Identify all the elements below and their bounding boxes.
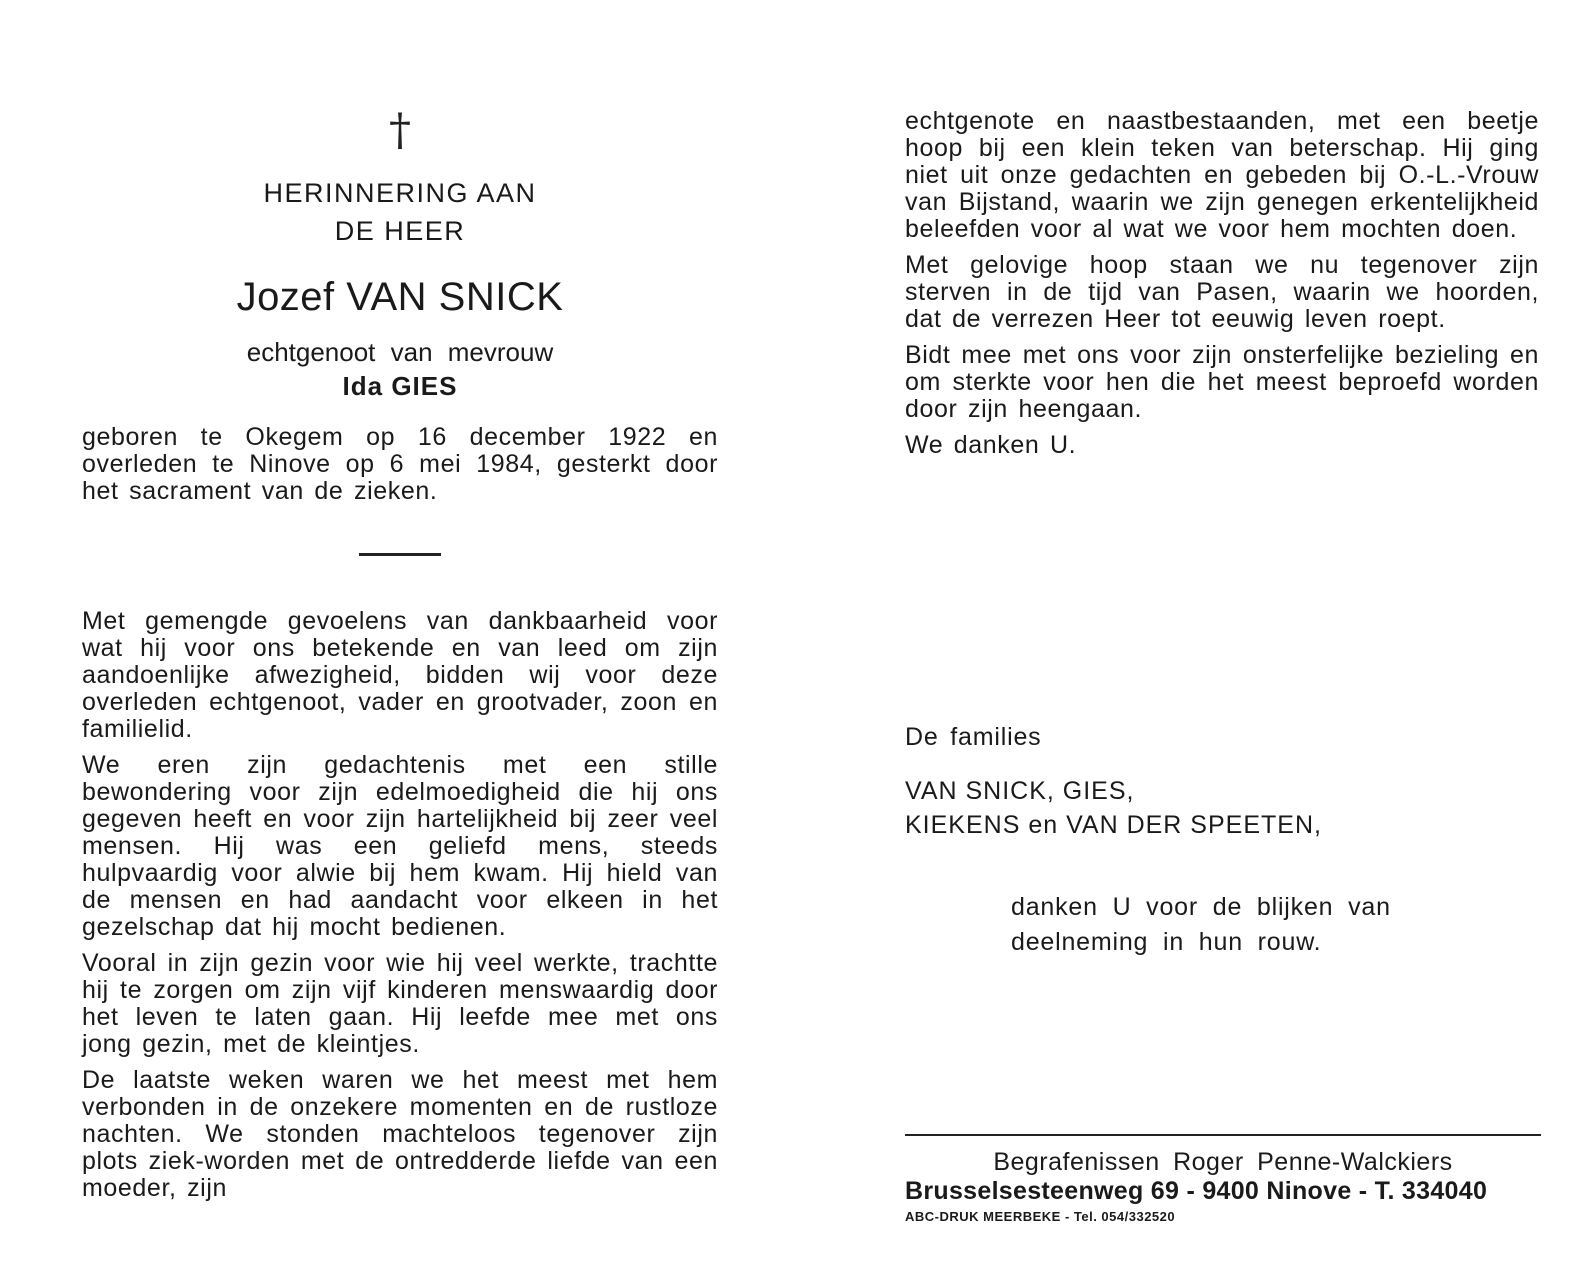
separator-line — [359, 553, 441, 556]
undertaker-address: Brusselsesteenweg 69 - 9400 Ninove - T. 334040 — [905, 1177, 1488, 1205]
birth-death-text: geboren te Okegem op 16 december 1922 en overleden te Ninove op 6 mei 1984, gesterkt door het sacrament van de zieken. — [82, 423, 718, 505]
footer — [905, 1148, 1541, 1226]
families-names — [905, 774, 1539, 842]
thanks-line: deelneming in hun rouw. — [1011, 928, 1322, 956]
families-line: KIEKENS en VAN DER SPEETEN, — [905, 811, 1322, 839]
spouse-intro: echtgenoot van mevrouw — [246, 337, 554, 367]
undertaker-name: Begrafenissen Roger Penne-Walckiers — [993, 1148, 1453, 1176]
footer-rule — [905, 1134, 1541, 1136]
family-thanks — [905, 722, 1539, 960]
heading-line1: HERINNERING AAN — [263, 178, 537, 208]
right-paragraph: Bidt mee met ons voor zijn onsterfelijke bezieling en om sterkte voor hen die het meest beproefd worden door zijn heengaan. — [905, 341, 1539, 423]
heading-line2: DE HEER — [334, 216, 466, 246]
thanks-text — [1011, 890, 1491, 960]
deceased-name: Jozef VAN SNICK — [236, 275, 564, 319]
left-paragraph: Met gemengde gevoelens van dankbaarheid voor wat hij voor ons betekende en van leed om zijn aandoenlijke afwezigheid, bidden wij voor deze overleden echtgenoot, vader en grootvader, zoon en familielid. — [82, 607, 718, 743]
right-paragraph: Met gelovige hoop staan we nu tegenover zijn sterven in de tijd van Pasen, waarin we hoorden, dat de verrezen Heer tot eeuwig leven roept. — [905, 251, 1539, 333]
left-paragraph: Vooral in zijn gezin voor wie hij veel werkte, trachtte hij te zorgen om zijn vijf kinderen menswaardig door het leven te laten gaan. Hij leefde mee met ons jong gezin, met de kleintjes. — [82, 949, 718, 1058]
thanks-line: danken U voor de blijken van — [1011, 893, 1391, 921]
printer-credit: ABC-DRUK MEERBEKE - Tel. 054/332520 — [905, 1209, 1176, 1224]
families-line: VAN SNICK, GIES, — [905, 777, 1135, 805]
left-paragraph: De laatste weken waren we het meest met hem verbonden in de onzekere momenten en de rustloze nachten. We stonden machteloos tegenover zijn plots ziek-worden met de ontredderde liefde van een moeder, zijn — [82, 1066, 718, 1202]
right-column — [905, 108, 1539, 459]
spouse-name: Ida GIES — [342, 371, 458, 401]
left-paragraph: We eren zijn gedachtenis met een stille bewondering voor zijn edelmoedigheid die hij ons gegeven heeft en voor zijn hartelijkheid bij zeer veel mensen. Hij was een geliefd mens, steeds hulpvaardig voor alwie bij hem kwam. Hij hield van de mensen en had aandacht voor elkeen in het gezelschap dat hij mocht bedienen. — [82, 751, 718, 941]
right-paragraph: echtgenote en naastbestaanden, met een beetje hoop bij een klein teken van beterschap. Hij ging niet uit onze gedachten en gebeden bij O.-L.-Vrouw van Bijstand, waarin we zijn genegen erkentelijkheid beleefden voor al wat we voor hem mochten doen. — [905, 107, 1539, 243]
right-paragraph: We danken U. — [905, 431, 1077, 459]
families-label: De families — [905, 723, 1042, 751]
cross-icon: † — [389, 105, 411, 156]
left-column — [82, 106, 718, 1202]
